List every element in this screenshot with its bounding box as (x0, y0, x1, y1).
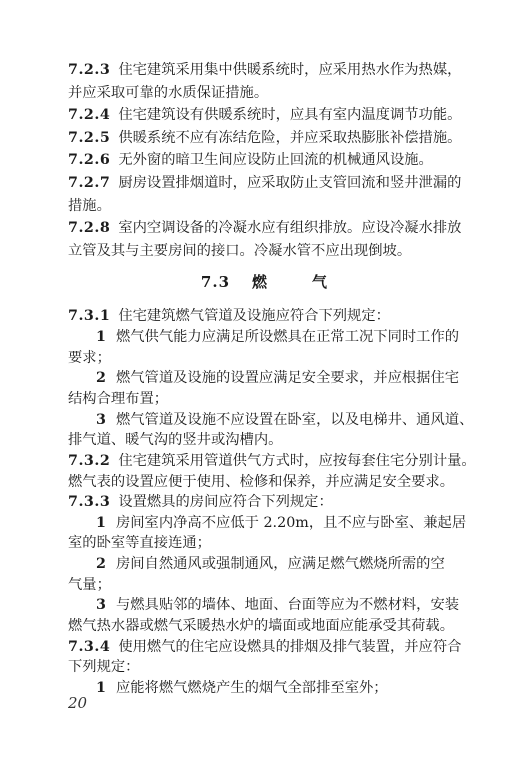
clause-number: 7.3.4 (68, 638, 111, 655)
sub-item-number: 1 (96, 514, 106, 531)
clause-text: 住宅建筑采用管道供气方式时，应按每套住宅分别计量。 (118, 452, 476, 469)
clause-text: 住宅建筑设有供暖系统时，应具有室内温度调节功能。 (118, 107, 462, 124)
clause-7-2-4 (68, 103, 477, 127)
sub-item (96, 676, 477, 700)
section-title-char: 燃 (252, 273, 269, 292)
sub-item-number: 2 (96, 370, 106, 387)
clause-text: 燃气表的设置应便于使用、检修和保养，并应满足安全要求。 (68, 473, 455, 490)
section-title-char: 气 (312, 273, 329, 292)
clause-continuation (68, 239, 477, 263)
clause-text: 供暖系统不应有冻结危险，并应采取热膨胀补偿措施。 (118, 129, 462, 146)
clause-7-2-3 (68, 58, 477, 82)
clause-text: 并应采取可靠的水质保证措施。 (68, 84, 269, 101)
sub-item-text: 燃气管道及设施的设置应满足安全要求，并应根据住宅 (115, 370, 460, 387)
clause-text: 厨房设置排烟道时，应采取防止支管回流和竖井泄漏的 (118, 175, 462, 191)
section-heading (0, 271, 529, 292)
clause-text: 使用燃气的住宅应设燃具的排烟及排气装置，并应符合 (118, 638, 462, 655)
clause-text: 结构合理布置； (68, 390, 169, 407)
sub-item-number: 3 (96, 411, 106, 428)
clause-text: 措施。 (68, 197, 111, 214)
clause-text: 室内空调设备的冷凝水应有组织排放。应设冷凝水排放 (118, 220, 462, 237)
clause-text: 设置燃具的房间应符合下列规定： (118, 494, 333, 511)
sub-item-number: 3 (96, 597, 106, 614)
clause-7-2-6 (68, 148, 477, 172)
clause-text: 住宅建筑燃气管道及设施应符合下列规定： (118, 308, 390, 325)
sub-item-text: 房间自然通风或强制通风，应满足燃气燃烧所需的空 (115, 556, 445, 573)
sub-item-number: 1 (96, 329, 106, 346)
clause-number: 7.3.3 (68, 494, 111, 511)
clause-7-2-7 (68, 171, 477, 195)
clause-text: 要求； (68, 349, 111, 366)
clause-text: 立管及其与主要房间的接口。冷凝水管不应出现倒坡。 (68, 242, 412, 259)
sub-item-text: 燃气管道及设施不应设置在卧室，以及电梯井、通风道、 (115, 411, 474, 428)
clause-7-2-5 (68, 126, 477, 150)
clause-text: 气量； (68, 576, 111, 593)
clause-number: 7.2.7 (68, 175, 111, 191)
clause-number: 7.2.4 (68, 107, 111, 124)
sub-item-number: 2 (96, 556, 106, 573)
clause-7-2-8 (68, 216, 477, 240)
section-number: 7.3 (200, 273, 231, 292)
clause-continuation (68, 194, 477, 218)
clause-text: 排气道、暖气沟的竖井或沟槽内。 (68, 432, 283, 449)
clause-number: 7.2.6 (68, 152, 111, 169)
clause-continuation (68, 81, 477, 105)
sub-item-text: 应能将燃气燃烧产生的烟气全部排至室外； (115, 680, 388, 696)
clause-number: 7.3.2 (68, 452, 111, 469)
clause-number: 7.2.5 (68, 129, 111, 146)
clause-text: 下列规定： (68, 659, 140, 676)
sub-item-number: 1 (96, 680, 106, 696)
sub-item-text: 燃气供气能力应满足所设燃具在正常工况下同时工作的 (115, 329, 460, 346)
sub-item-text: 与燃具贴邻的墙体、地面、台面等应为不燃材料，安装 (115, 597, 460, 614)
clause-number: 7.3.1 (68, 308, 111, 325)
clause-text: 燃气热水器或燃气采暖热水炉的墙面或地面应能承受其荷载。 (68, 618, 455, 635)
clause-text: 无外窗的暗卫生间应设防止回流的机械通风设施。 (118, 152, 433, 169)
page-number: 20 (68, 694, 88, 712)
sub-item-text: 房间室内净高不应低于 2.20m，且不应与卧室、兼起居 (115, 514, 467, 531)
clause-number: 7.2.8 (68, 220, 111, 237)
clause-text: 住宅建筑采用集中供暖系统时，应采用热水作为热媒， (118, 62, 462, 78)
clause-text: 室的卧室等直接连通； (68, 535, 211, 552)
clause-number: 7.2.3 (68, 62, 111, 78)
